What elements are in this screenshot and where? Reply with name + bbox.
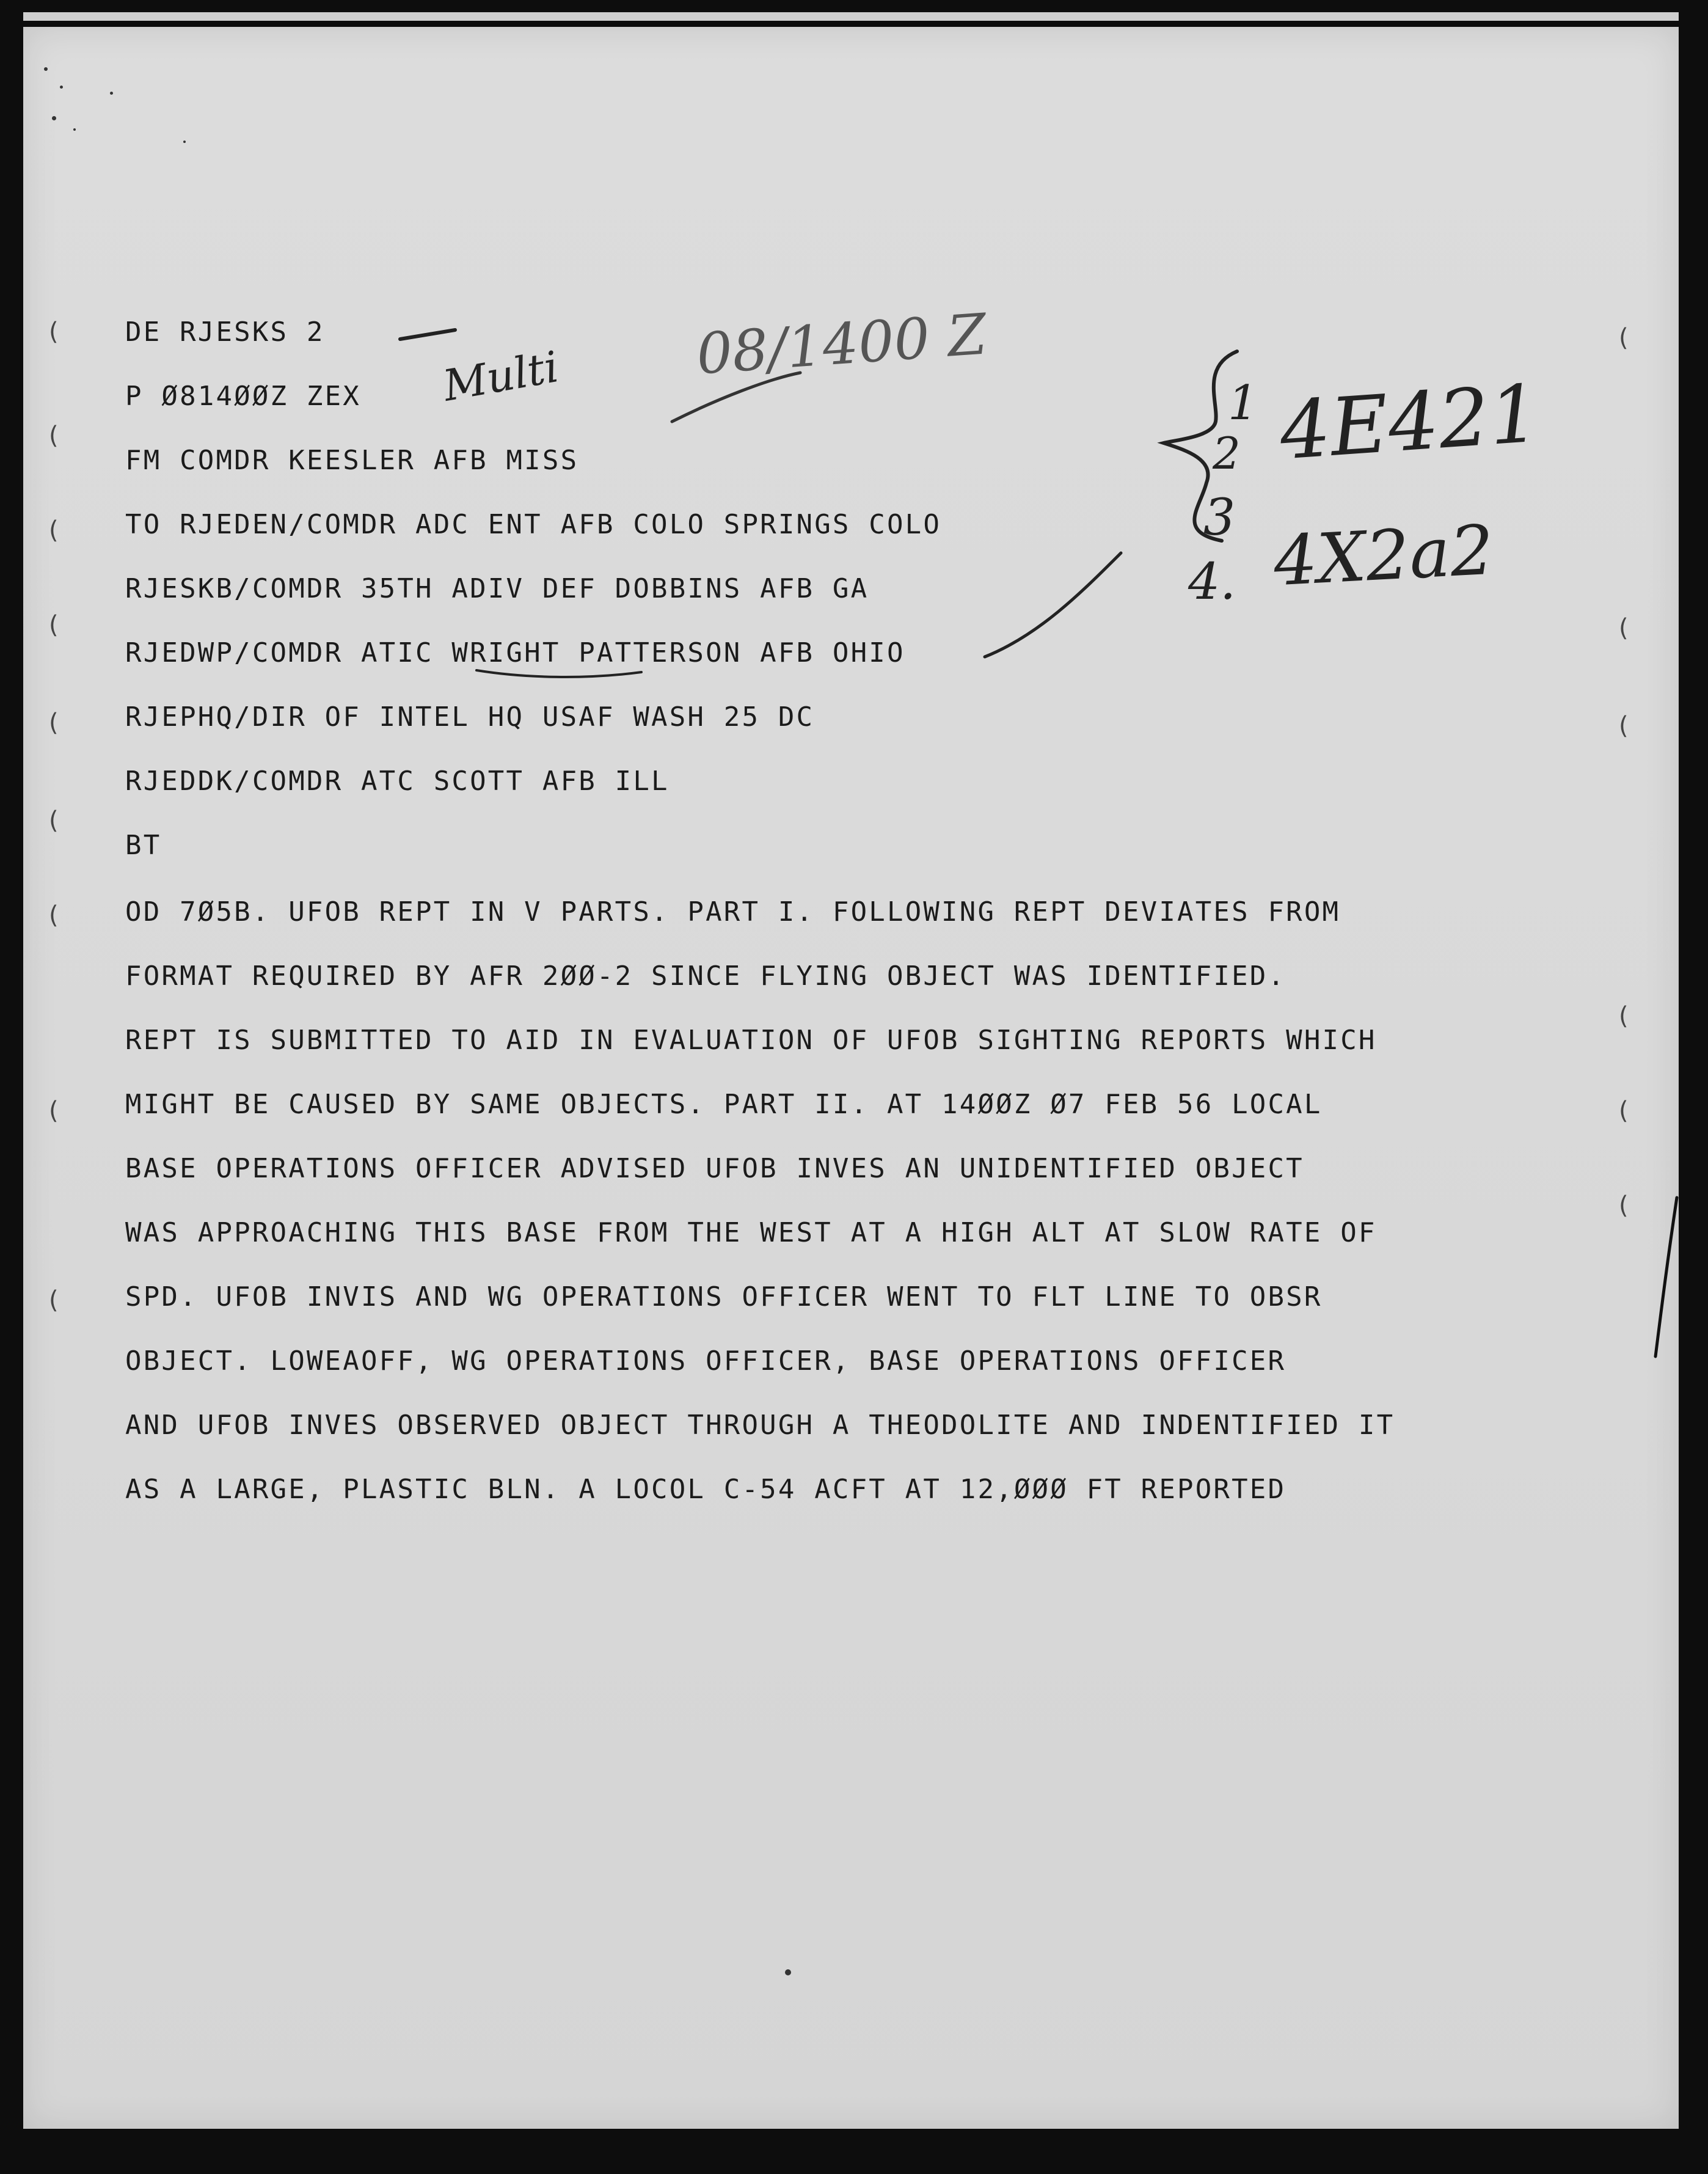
- handwritten-multi: Multi: [439, 342, 563, 411]
- scan-speck: [52, 116, 56, 120]
- precedence-line: P Ø814ØØZ ZEX: [125, 381, 361, 412]
- handwritten-list-number: 4.: [1188, 553, 1236, 611]
- body-line: MIGHT BE CAUSED BY SAME OBJECTS. PART II. AT 14ØØZ Ø7 FEB 56 LOCAL: [125, 1089, 1323, 1120]
- scan-speck: [785, 1969, 791, 1975]
- binder-hole-mark: (: [49, 318, 59, 346]
- scan-speck: [60, 86, 63, 89]
- binder-hole-mark: (: [49, 807, 59, 835]
- handwritten-file-code: 4E421: [1277, 367, 1543, 478]
- addressee-line: RJEDDK/COMDR ATC SCOTT AFB ILL: [125, 766, 670, 797]
- binder-hole-mark: (: [49, 901, 59, 929]
- scan-speck: [73, 128, 76, 131]
- body-line: FORMAT REQUIRED BY AFR 2ØØ-2 SINCE FLYING OBJECT WAS IDENTIFIED.: [125, 961, 1286, 992]
- binder-hole-mark: (: [49, 611, 59, 639]
- scan-top-edge: [23, 12, 1679, 21]
- body-line: OD 7Ø5B. UFOB REPT IN V PARTS. PART I. FOLLOWING REPT DEVIATES FROM: [125, 896, 1341, 928]
- handwritten-list-number: 2: [1213, 428, 1241, 479]
- body-line: BASE OPERATIONS OFFICER ADVISED UFOB INVES AN UNIDENTIFIED OBJECT: [125, 1153, 1304, 1184]
- binder-hole-mark: (: [1619, 712, 1629, 740]
- handwritten-list-number: 3: [1203, 489, 1236, 547]
- body-line: SPD. UFOB INVIS AND WG OPERATIONS OFFICER WENT TO FLT LINE TO OBSR: [125, 1281, 1323, 1312]
- body-line: REPT IS SUBMITTED TO AID IN EVALUATION OF UFOB SIGHTING REPORTS WHICH: [125, 1025, 1377, 1056]
- binder-hole-mark: (: [49, 1097, 59, 1125]
- addressee-line: RJESKB/COMDR 35TH ADIV DEF DOBBINS AFB GA: [125, 573, 869, 604]
- handwritten-list-number: 1: [1228, 376, 1258, 431]
- binder-hole-mark: (: [49, 516, 59, 544]
- binder-hole-mark: (: [1619, 1097, 1629, 1125]
- handwritten-dtg: 08/1400 Z: [694, 301, 989, 387]
- from-line: FM COMDR KEESLER AFB MISS: [125, 445, 579, 476]
- body-line: AND UFOB INVES OBSERVED OBJECT THROUGH A THEODOLITE AND INDENTIFIED IT: [125, 1410, 1395, 1441]
- binder-hole-mark: (: [49, 422, 59, 450]
- addressee-line: RJEDWP/COMDR ATIC WRIGHT PATTERSON AFB OHIO: [125, 637, 905, 668]
- scan-speck: [183, 141, 186, 143]
- addressee-line: RJEPHQ/DIR OF INTEL HQ USAF WASH 25 DC: [125, 701, 815, 733]
- binder-hole-mark: (: [1619, 614, 1629, 642]
- to-line: TO RJEDEN/COMDR ADC ENT AFB COLO SPRINGS COLO: [125, 509, 942, 540]
- binder-hole-mark: (: [49, 1286, 59, 1314]
- binder-hole-mark: (: [1619, 324, 1629, 352]
- binder-hole-mark: (: [1619, 1002, 1629, 1030]
- break-line: BT: [125, 830, 162, 861]
- binder-hole-mark: (: [49, 709, 59, 737]
- scan-speck: [110, 92, 113, 95]
- body-line: OBJECT. LOWEAOFF, WG OPERATIONS OFFICER, BASE OPERATIONS OFFICER: [125, 1345, 1286, 1377]
- scan-speck: [44, 67, 48, 71]
- binder-hole-mark: (: [1619, 1191, 1629, 1220]
- routing-line: DE RJESKS 2: [125, 317, 325, 348]
- body-line: WAS APPROACHING THIS BASE FROM THE WEST AT A HIGH ALT AT SLOW RATE OF: [125, 1217, 1377, 1248]
- handwritten-file-code: 4X2a2: [1271, 510, 1496, 602]
- body-line: AS A LARGE, PLASTIC BLN. A LOCOL C-54 ACFT AT 12,ØØØ FT REPORTED: [125, 1474, 1286, 1505]
